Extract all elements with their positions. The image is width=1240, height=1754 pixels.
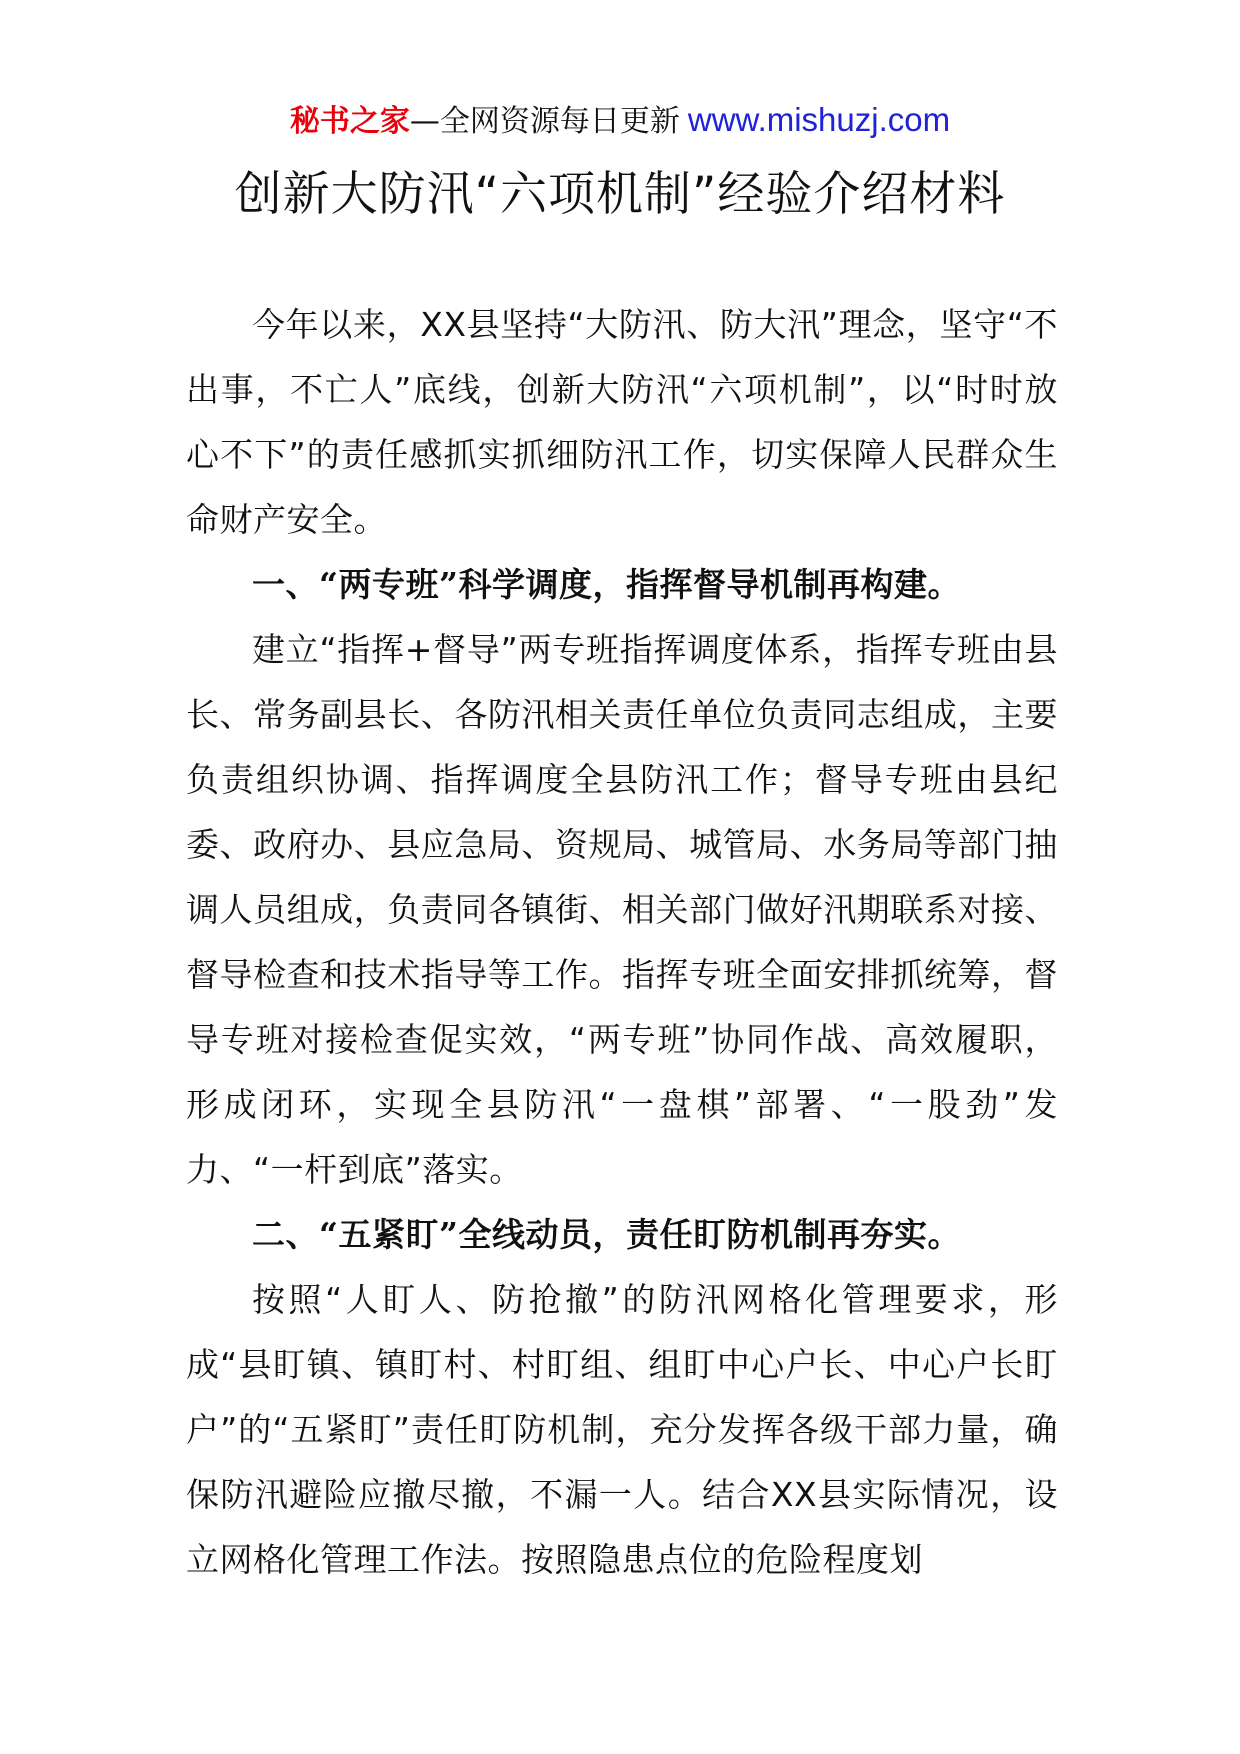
document-body [186,292,1058,1592]
header-slogan: —全网资源每日更新 [409,104,680,139]
document-title: 创新大防汛“六项机制”经验介绍材料 [234,167,1006,222]
section-paragraph-2: 按照“人盯人、防抢撤”的防汛网格化管理要求，形成“县盯镇、镇盯村、村盯组、组盯中心户长、中心户长盯户”的“五紧盯”责任盯防机制，充分发挥各级干部力量，确保防汛避险应撤尽撤，不漏一人。结合XX县实际情况，设立网格化管理工作法。按照隐患点位的危险程度划 [186,1280,1058,1579]
section-paragraph-1: 建立“指挥+督导”两专班指挥调度体系，指挥专班由县长、常务副县长、各防汛相关责任单位负责同志组成，主要负责组织协调、指挥调度全县防汛工作；督导专班由县纪委、政府办、县应急局、资规局、城管局、水务局等部门抽调人员组成，负责同各镇街、相关部门做好汛期联系对接、督导检查和技术指导等工作。指挥专班全面安排抓统筹，督导专班对接检查促实效，“两专班”协同作战、高效履职，形成闭环，实现全县防汛“一盘棋”部署、“一股劲”发力、“一杆到底”落实。 [186,630,1058,1189]
section-heading-2: 二、“五紧盯”全线动员，责任盯防机制再夯实。 [252,1215,961,1254]
section-heading-1: 一、“两专班”科学调度，指挥督导机制再构建。 [252,565,961,604]
site-url-link[interactable]: www.mishuzj.com [687,101,951,138]
brand-name: 秘书之家 [289,104,410,139]
site-header [0,100,1240,142]
intro-paragraph: 今年以来，XX县坚持“大防汛、防大汛”理念，坚守“不出事，不亡人”底线，创新大防汛“六项机制”，以“时时放心不下”的责任感抓实抓细防汛工作，切实保障人民群众生命财产安全。 [186,305,1058,539]
